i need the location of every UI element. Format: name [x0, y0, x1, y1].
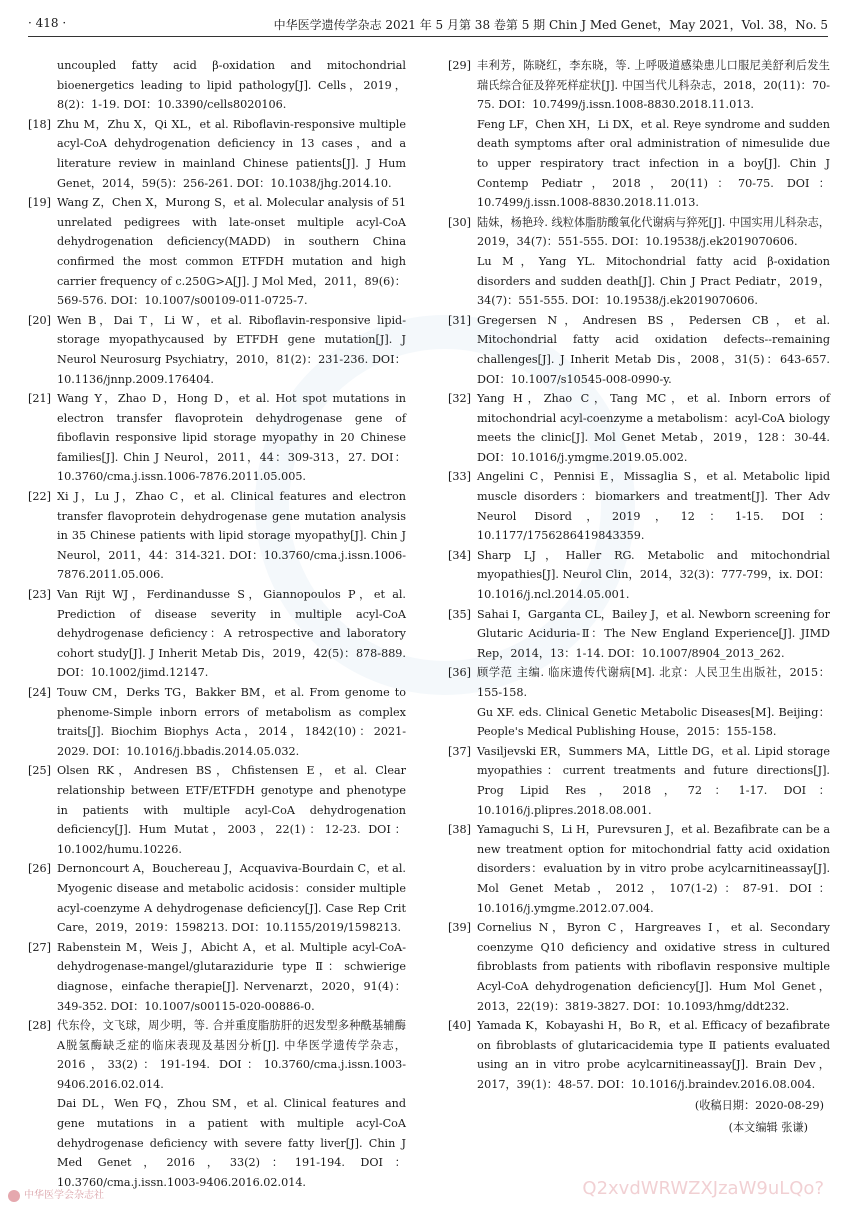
reference-number: [27]: [28, 940, 51, 954]
reference-text: Gregersen N，Andresen BS，Pedersen CB，et al. Mitochondrial fatty acid oxidation defects--remaining challenges[J]. J Inherit Metab Dis，2008，31(5)：643-657. DOI：10.1007/s10545-008-0990-y.: [477, 313, 830, 386]
reference-item: [28, 761, 406, 859]
reference-text: 代东伶，文飞球，周少明，等. 合并重度脂肪肝的迟发型多种酰基辅酶A脱氢酶缺乏症的临床表现及基因分析[J]. 中华医学遗传学杂志，2016，33(2)：191-194. DOI：10.3760/cma.j.issn.1003-9406.2016.02.014.: [57, 1019, 406, 1091]
reference-text: Dernoncourt A，Bouchereau J，Acquaviva-Bourdain C，et al. Myogenic disease and metabolic acidosis：consider multiple acyl-coenzyme A dehydrogenase deficiency[J]. Case Rep Crit Care，2019，2019：1598213. DOI：10.1155/2019/1598213.: [57, 862, 406, 935]
reference-number: [34]: [448, 548, 471, 562]
reference-number: [26]: [28, 862, 51, 876]
reference-item: [28, 487, 406, 585]
reference-item: [448, 467, 830, 545]
reference-text: Cornelius N，Byron C，Hargreaves I，et al. Secondary coenzyme Q10 deficiency and oxidative stress in cultured fibroblasts from patients with riboflavin responsive multiple Acyl-CoA dehydrogenation deficiency[J]. Hum Mol Genet，2013，22(19)：3819-3827. DOI：10.1093/hmg/ddt232.: [477, 921, 830, 1013]
reference-number: [21]: [28, 392, 51, 406]
reference-text: Vasiljevski ER，Summers MA，Little DG，et al. Lipid storage myopathies：current treatments and future directions[J]. Prog Lipid Res，2018，72：1-17. DOI：10.1016/j.plipres.2018.08.001.: [477, 744, 830, 817]
reference-number: [38]: [448, 823, 471, 837]
reference-number: [19]: [28, 196, 51, 210]
journal-title: 中华医学遗传学杂志 2021 年 5 月第 38 卷第 5 期 Chin J Med Genet，May 2021，Vol. 38，No. 5: [273, 18, 828, 32]
reference-item: [448, 311, 830, 389]
reference-item: [28, 389, 406, 487]
reference-text: Wang Z，Chen X，Murong S，et al. Molecular analysis of 51 unrelated pedigrees with late-onset multiple acyl-CoA dehydrogenation deficiency(MADD) in southern China confirmed the most common ETFDH mutation and high carrier frequency of c.250G>A[J]. J Mol Med，2011，89(6)：569-576. DOI：10.1007/s00109-011-0725-7.: [57, 196, 406, 308]
reference-text: 陆妹，杨艳玲. 线粒体脂肪酸氧化代谢病与猝死[J]. 中国实用儿科杂志，2019，34(7)：551-555. DOI：10.19538/j.ek2019070606.: [477, 215, 830, 249]
reference-text: Wen B，Dai T，Li W，et al. Riboflavin-responsive lipid-storage myopathycaused by ETFDH gene mutation[J]. J Neurol Neurosurg Psychiatry，2010，81(2)：231-236. DOI：10.1136/jnnp.2009.176404.: [57, 313, 406, 386]
reference-text: Sahai I，Garganta CL，Bailey J，et al. Newborn screening for Glutaric Aciduria-Ⅱ：The New England Experience[J]. JIMD Rep，2014，13：1-14. DOI：10.1007/8904_2013_262.: [477, 607, 830, 660]
reference-text: Rabenstein M，Weis J，Abicht A，et al. Multiple acyl-CoA-dehydrogenase-mangel/glutarazidurie type Ⅱ：schwierige diagnose，einfache therapie[J]. Nervenarzt，2020，91(4)：349-352. DOI：10.1007/s00115-020-00886-0.: [57, 940, 406, 1013]
editor-note: (本文编辑 张谦): [728, 1121, 808, 1135]
reference-text: Wang Y，Zhao D，Hong D，et al. Hot spot mutations in electron transfer flavoprotein dehydrogenase gene of fiboflavin responsive lipid storage myopathy in 20 Chinese families[J]. Chin J Neurol，2011，44：309-313，27. DOI：10.3760/cma.j.issn.1006-7876.2011.05.005.: [57, 392, 406, 484]
reference-number: [30]: [448, 215, 471, 229]
reference-number: [32]: [448, 392, 471, 406]
reference-text: Xi J，Lu J，Zhao C，et al. Clinical features and electron transfer flavoprotein dehydrogenase gene mutation analysis in 35 Chinese patients with lipid storage myopathy[J]. Chin J Neurol，2011，44：314-321. DOI：10.3760/cma.j.issn.1006-7876.2011.05.006.: [57, 490, 406, 582]
reference-item: [448, 663, 830, 741]
reference-number: [31]: [448, 313, 471, 327]
reference-number: [36]: [448, 666, 471, 680]
reference-text: Touw CM，Derks TG，Bakker BM，et al. From genome to phenome-Simple inborn errors of metabolism as complex traits[J]. Biochim Biophys Acta，2014，1842(10)：2021-2029. DOI：10.1016/j.bbadis.2014.05.032.: [57, 686, 406, 758]
reference-text: 丰利芳，陈晓红，李东晓，等. 上呼吸道感染患儿口服尼美舒利后发生瑞氏综合征及猝死样症状[J]. 中国当代儿科杂志，2018，20(11)：70-75. DOI：10.7499/j.issn.1008-8830.2018.11.013.: [477, 59, 830, 112]
reference-text: Yang H，Zhao C，Tang MC，et al. Inborn errors of mitochondrial acyl-coenzyme a metabolism：acyl-CoA biology meets the clinic[J]. Mol Genet Metab，2019，128：30-44. DOI：10.1016/j.ymgme.2019.05.002.: [477, 392, 830, 464]
reference-item: [448, 56, 830, 213]
reference-item: [28, 683, 406, 761]
reference-item: [448, 389, 830, 467]
reference-item: [28, 115, 406, 193]
reference-number: [40]: [448, 1019, 471, 1033]
reference-item: [448, 918, 830, 1016]
reference-text: 顾学范 主编. 临床遗传代谢病[M]. 北京：人民卫生出版社，2015：155-158.: [477, 666, 830, 699]
reference-item: [448, 605, 830, 664]
reference-number: [29]: [448, 59, 471, 72]
reference-english-text: Gu XF. eds. Clinical Genetic Metabolic Diseases[M]. Beijing：People's Medical Publishing House，2015：155-158.: [477, 705, 830, 739]
reference-text: Yamada K，Kobayashi H，Bo R，et al. Efficacy of bezafibrate on fibroblasts of glutaricacidemia type Ⅱ patients evaluated using an in vitro probe acylcarnitineassay[J]. Brain Dev，2017，39(1)：48-57. DOI：10.1016/j.braindev.2016.08.004.: [477, 1019, 830, 1091]
page-header: [28, 10, 828, 37]
received-date: (收稿日期：2020-08-29): [694, 1099, 824, 1113]
reference-number: [37]: [448, 744, 471, 758]
publisher-logo: [8, 1186, 104, 1202]
reference-english-text: Dai DL，Wen FQ，Zhou SM，et al. Clinical features and gene mutations in a patient with multiple acyl-CoA dehydrogenase deficiency with severe fatty liver[J]. Chin J Med Genet，2016，33(2)：191-194. DOI：10.3760/cma.j.issn.1003-9406.2016.02.014.: [57, 1097, 406, 1189]
article-id: Q2xvdWRWZXJzaW9uLQo?: [582, 1178, 824, 1199]
reference-text: Olsen RK，Andresen BS，Chfistensen E，et al. Clear relationship between ETF/ETFDH genotype and phenotype in patients with multiple acyl-CoA dehydrogenation deficiency[J]. Hum Mutat，2003，22(1)：12-23. DOI：10.1002/humu.10226.: [57, 764, 406, 856]
reference-number: [33]: [448, 470, 471, 484]
reference-item: [28, 193, 406, 311]
reference-item: [28, 1016, 406, 1192]
publisher-logo-icon: [8, 1190, 20, 1202]
reference-number: [24]: [28, 686, 51, 699]
reference-number: [39]: [448, 921, 471, 935]
publisher-logo-text: 中华医学会杂志社: [24, 1190, 104, 1201]
reference-item: [448, 820, 830, 918]
reference-text: Sharp LJ，Haller RG. Metabolic and mitochondrial myopathies[J]. Neurol Clin，2014，32(3)：777-799，ix. DOI：10.1016/j.ncl.2014.05.001.: [477, 548, 830, 602]
reference-text: Zhu M，Zhu X，Qi XL，et al. Riboflavin-responsive multiple acyl-CoA dehydrogenation deficiency in 13 cases，and a literature review in mainland Chinese patients[J]. J Hum Genet，2014，59(5)：256-261. DOI：10.1038/jhg.2014.10.: [57, 117, 406, 190]
reference-continuation: uncoupled fatty acid β-oxidation and mitochondrial bioenergetics leading to lipid pathology[J]. Cells，2019，8(2)：1-19. DOI：10.3390/cells8020106.: [57, 59, 406, 112]
reference-text: Yamaguchi S，Li H，Purevsuren J，et al. Bezafibrate can be a new treatment option for mitochondrial fatty acid oxidation disorders：evaluation by in vitro probe acylcarnitineassay[J]. Mol Genet Metab，2012，107(1-2)：87-91. DOI：10.1016/j.ymgme.2012.07.004.: [477, 823, 830, 915]
reference-number: [35]: [448, 607, 471, 621]
reference-number: [28]: [28, 1019, 51, 1033]
reference-number: [18]: [28, 117, 51, 131]
reference-number: [20]: [28, 313, 51, 327]
reference-item: [28, 859, 406, 937]
reference-item: [28, 311, 406, 389]
left-column: [28, 56, 406, 1192]
reference-number: [23]: [28, 588, 51, 602]
reference-text: Van Rijt WJ，Ferdinandusse S，Giannopoulos P，et al. Prediction of disease severity in multiple acyl-CoA dehydrogenase deficiency：A retrospective and laboratory cohort study[J]. J Inherit Metab Dis，2019，42(5)：878-889. DOI：10.1002/jimd.12147.: [57, 588, 406, 680]
reference-english-text: Feng LF，Chen XH，Li DX，et al. Reye syndrome and sudden death symptoms after oral administration of nimesulide due to upper respiratory tract infection in a boy[J]. Chin J Contemp Pediatr，2018，20(11)：70-75. DOI：10.7499/j.issn.1008-8830.2018.11.013.: [477, 117, 830, 210]
reference-number: [22]: [28, 490, 51, 504]
reference-item: [448, 742, 830, 820]
reference-item: [28, 938, 406, 1016]
reference-text: Angelini C，Pennisi E，Missaglia S，et al. Metabolic lipid muscle disorders：biomarkers and treatment[J]. Ther Adv Neurol Disord，2019，12：1-15. DOI：10.1177/1756286419843359.: [477, 470, 830, 543]
reference-number: [25]: [28, 764, 51, 778]
page-number: · 418 ·: [28, 16, 67, 30]
reference-item: [448, 546, 830, 605]
reference-item: [448, 1016, 830, 1094]
reference-item: [448, 213, 830, 311]
reference-english-text: Lu M，Yang YL. Mitochondrial fatty acid β-oxidation disorders and sudden death[J]. Chin J Pract Pediatr，2019，34(7)：551-555. DOI：10.19538/j.ek2019070606.: [477, 254, 830, 308]
right-column: [448, 56, 830, 1138]
reference-item: [28, 585, 406, 683]
